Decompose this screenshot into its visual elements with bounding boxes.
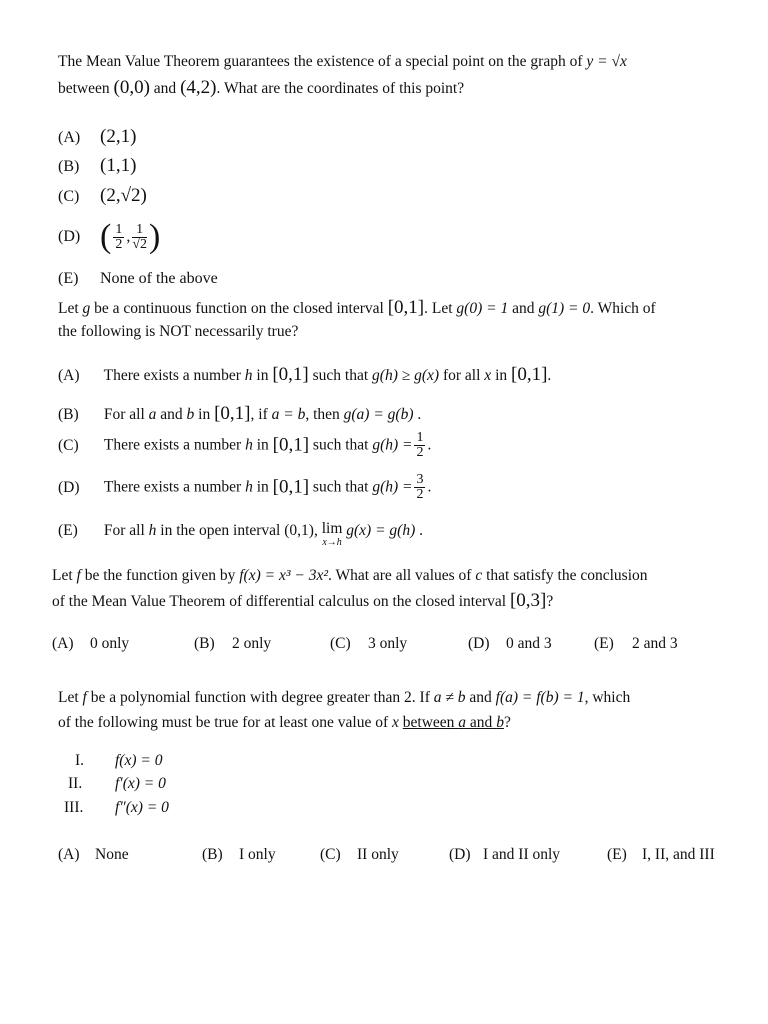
q4-option-d[interactable] bbox=[449, 846, 560, 864]
var: h bbox=[244, 367, 253, 384]
text: in bbox=[256, 367, 269, 384]
var: h bbox=[245, 436, 253, 454]
q3-option-c[interactable] bbox=[330, 635, 407, 653]
q1-between: between bbox=[58, 80, 110, 97]
text: and bbox=[469, 714, 493, 731]
expr: f″(x) = 0 bbox=[115, 799, 169, 816]
text: for all bbox=[442, 367, 481, 384]
var: c bbox=[475, 567, 483, 584]
left-paren: ( bbox=[100, 218, 112, 255]
var: h bbox=[245, 478, 253, 496]
interval: [0,1] bbox=[387, 297, 425, 318]
option-text: I only bbox=[239, 846, 276, 863]
q1-and: and bbox=[153, 80, 177, 97]
interval: [0,1] bbox=[511, 364, 548, 385]
text: of the following must be true for at least one value of bbox=[58, 714, 389, 731]
text: . bbox=[547, 367, 552, 384]
option-label: (B) bbox=[202, 846, 223, 863]
text: such that bbox=[312, 367, 369, 384]
var: x bbox=[484, 367, 492, 384]
interval: [0,3] bbox=[509, 590, 547, 611]
text: . bbox=[427, 436, 432, 454]
q4-option-b[interactable] bbox=[202, 846, 276, 864]
q3-stem-line1 bbox=[52, 566, 648, 586]
q4-option-c[interactable] bbox=[320, 846, 399, 864]
option-label: (D) bbox=[449, 846, 471, 863]
expr: g(x) = g(h) bbox=[346, 522, 416, 539]
option-label: (C) bbox=[58, 436, 79, 454]
interval: [0,1] bbox=[272, 434, 310, 456]
q4-item-3 bbox=[64, 799, 169, 817]
fraction-1 bbox=[113, 223, 124, 252]
var: a bbox=[458, 714, 467, 731]
option-label: (D) bbox=[58, 228, 81, 245]
option-text: (2,1) bbox=[100, 126, 137, 147]
text: There exists a number bbox=[103, 478, 242, 496]
text: be a continuous function on the closed interval bbox=[94, 300, 384, 317]
text: . bbox=[417, 406, 422, 423]
text: such that bbox=[312, 478, 369, 496]
q1-equation: y = √x bbox=[586, 53, 627, 70]
fraction bbox=[414, 431, 425, 460]
option-text: 2 only bbox=[232, 635, 272, 652]
option-text: I, II, and III bbox=[642, 846, 715, 863]
interval: [0,1] bbox=[214, 403, 251, 424]
expr: g(h) = bbox=[372, 478, 413, 496]
option-label: (C) bbox=[58, 188, 80, 205]
q1-option-e[interactable] bbox=[58, 268, 218, 290]
expr: f(x) = x³ − 3x² bbox=[239, 567, 328, 584]
var-g: g bbox=[82, 300, 91, 317]
comma: , bbox=[126, 228, 131, 245]
q1-question: . What are the coordinates of this point? bbox=[216, 80, 465, 97]
text: , if bbox=[250, 406, 268, 423]
text: in bbox=[256, 478, 269, 496]
q2-option-c[interactable] bbox=[58, 431, 431, 460]
q4-option-e[interactable] bbox=[607, 846, 715, 864]
g0: g(0) = 1 bbox=[456, 300, 509, 317]
expr: a ≠ b bbox=[433, 689, 466, 706]
q4-stem-line2 bbox=[58, 713, 511, 733]
text: , which bbox=[584, 689, 631, 706]
expr: f(x) = 0 bbox=[115, 752, 163, 769]
lim-text: lim bbox=[321, 520, 343, 537]
text: For all bbox=[103, 522, 145, 539]
text: , then bbox=[305, 406, 340, 423]
var: a bbox=[148, 406, 157, 423]
option-label: (B) bbox=[194, 635, 215, 652]
option-label: (C) bbox=[320, 846, 341, 863]
q4-item-2 bbox=[68, 775, 166, 793]
option-label: (A) bbox=[58, 129, 81, 146]
q1-point-b: (4,2) bbox=[180, 77, 217, 98]
text: in the open interval bbox=[160, 522, 281, 539]
text: in bbox=[256, 436, 269, 454]
text: and bbox=[160, 406, 183, 423]
denominator: √2 bbox=[132, 236, 148, 252]
limit bbox=[322, 522, 343, 550]
expr: f′(x) = 0 bbox=[115, 775, 166, 792]
option-label: (A) bbox=[58, 846, 80, 863]
var: b bbox=[496, 714, 504, 731]
q3-stem-line2 bbox=[52, 591, 553, 612]
text: the following is NOT necessarily true? bbox=[58, 323, 299, 340]
text: and bbox=[512, 300, 535, 317]
text: in bbox=[495, 367, 508, 384]
interval: [0,1] bbox=[272, 364, 309, 385]
option-text: (2,√2) bbox=[100, 185, 147, 206]
text: and bbox=[469, 689, 492, 706]
q4-stem-line1 bbox=[58, 688, 630, 708]
q2-option-b[interactable] bbox=[58, 403, 421, 425]
text: ? bbox=[546, 593, 554, 610]
q3-option-d[interactable] bbox=[468, 635, 552, 653]
fraction-2 bbox=[132, 223, 147, 252]
text: Let bbox=[52, 567, 73, 584]
option-label: (B) bbox=[58, 406, 79, 423]
text: , bbox=[313, 522, 318, 539]
text: . bbox=[427, 478, 432, 496]
q1-option-d[interactable] bbox=[58, 218, 161, 255]
interval: [0,1] bbox=[272, 476, 310, 498]
q4-item-1 bbox=[75, 752, 162, 770]
q1-stem-line1 bbox=[58, 52, 627, 72]
option-label: (D) bbox=[468, 635, 490, 652]
q2-option-e[interactable] bbox=[58, 522, 423, 550]
text: ? bbox=[503, 714, 511, 731]
text: in bbox=[198, 406, 211, 423]
underlined-phrase bbox=[403, 714, 504, 731]
roman-label: II. bbox=[68, 775, 83, 792]
option-label: (D) bbox=[58, 478, 80, 496]
text: be a polynomial function with degree greater than 2. If bbox=[90, 689, 430, 706]
q4-option-a[interactable] bbox=[58, 846, 129, 864]
option-label: (E) bbox=[594, 635, 614, 652]
option-label: (C) bbox=[330, 635, 351, 652]
var: h bbox=[148, 522, 157, 539]
option-label: (A) bbox=[58, 367, 80, 384]
option-label: (A) bbox=[52, 635, 74, 652]
numerator: 1 bbox=[132, 223, 147, 238]
q2-stem-line2 bbox=[58, 322, 298, 342]
q2-option-d[interactable] bbox=[58, 473, 431, 502]
g1: g(1) = 0 bbox=[538, 300, 591, 317]
text: There exists a number bbox=[103, 367, 241, 384]
roman-label: III. bbox=[64, 799, 84, 816]
expr: a = b bbox=[271, 406, 306, 423]
denominator: 2 bbox=[416, 487, 424, 502]
q1-option-a[interactable] bbox=[58, 126, 136, 149]
q1-stem-text: The Mean Value Theorem guarantees the existence of a special point on the graph of bbox=[58, 53, 583, 70]
expr: f(a) = f(b) = 1 bbox=[495, 689, 585, 706]
text: that satisfy the conclusion bbox=[486, 567, 648, 584]
numerator: 1 bbox=[115, 221, 123, 237]
q1-option-b[interactable] bbox=[58, 155, 136, 178]
option-text: 0 only bbox=[90, 635, 130, 652]
option-text: 0 and 3 bbox=[506, 635, 552, 652]
var: b bbox=[186, 406, 195, 423]
denominator: 2 bbox=[416, 445, 424, 460]
var: f bbox=[76, 567, 81, 584]
right-paren: ) bbox=[149, 218, 161, 255]
text: be the function given by bbox=[84, 567, 236, 584]
text: Let bbox=[58, 300, 79, 317]
text: . What are all values of bbox=[327, 567, 472, 584]
q2-option-a[interactable] bbox=[58, 364, 551, 386]
text: between bbox=[402, 714, 455, 731]
q1-stem-line2 bbox=[58, 78, 464, 99]
expr: g(a) = g(b) bbox=[343, 406, 414, 423]
option-label: (E) bbox=[607, 846, 627, 863]
option-text: II only bbox=[357, 846, 399, 863]
text: Let bbox=[58, 689, 79, 706]
expr: g(h) ≥ g(x) bbox=[372, 367, 440, 384]
option-label: (B) bbox=[58, 158, 80, 175]
q3-option-e[interactable] bbox=[594, 635, 678, 653]
text: There exists a number bbox=[103, 436, 242, 454]
interval: (0,1) bbox=[284, 522, 314, 539]
option-label: (E) bbox=[58, 270, 79, 287]
text: of the Mean Value Theorem of differential calculus on the closed interval bbox=[52, 593, 507, 610]
denominator: 2 bbox=[115, 236, 123, 252]
q2-stem-line1 bbox=[58, 298, 656, 319]
option-text: 3 only bbox=[368, 635, 408, 652]
text: such that bbox=[312, 436, 369, 454]
text: . Which of bbox=[590, 300, 656, 317]
text: . Let bbox=[424, 300, 453, 317]
var: f bbox=[82, 689, 87, 706]
fraction bbox=[414, 473, 425, 502]
option-text: None bbox=[95, 846, 129, 863]
q1-option-c[interactable] bbox=[58, 185, 147, 208]
q1-point-a: (0,0) bbox=[113, 77, 150, 98]
option-text: I and II only bbox=[483, 846, 561, 863]
q3-option-a[interactable] bbox=[52, 635, 129, 653]
text: . bbox=[419, 522, 423, 539]
q3-option-b[interactable] bbox=[194, 635, 271, 653]
expr: g(h) = bbox=[372, 436, 413, 454]
lim-subscript: x→h bbox=[322, 537, 342, 548]
numerator: 3 bbox=[416, 472, 424, 487]
option-text: 2 and 3 bbox=[632, 635, 678, 652]
option-label: (E) bbox=[58, 522, 78, 539]
numerator: 1 bbox=[416, 430, 424, 445]
roman-label: I. bbox=[75, 752, 85, 769]
text: For all bbox=[103, 406, 145, 423]
var: x bbox=[392, 714, 399, 731]
option-text: (1,1) bbox=[100, 155, 137, 176]
option-text: None of the above bbox=[100, 270, 218, 287]
